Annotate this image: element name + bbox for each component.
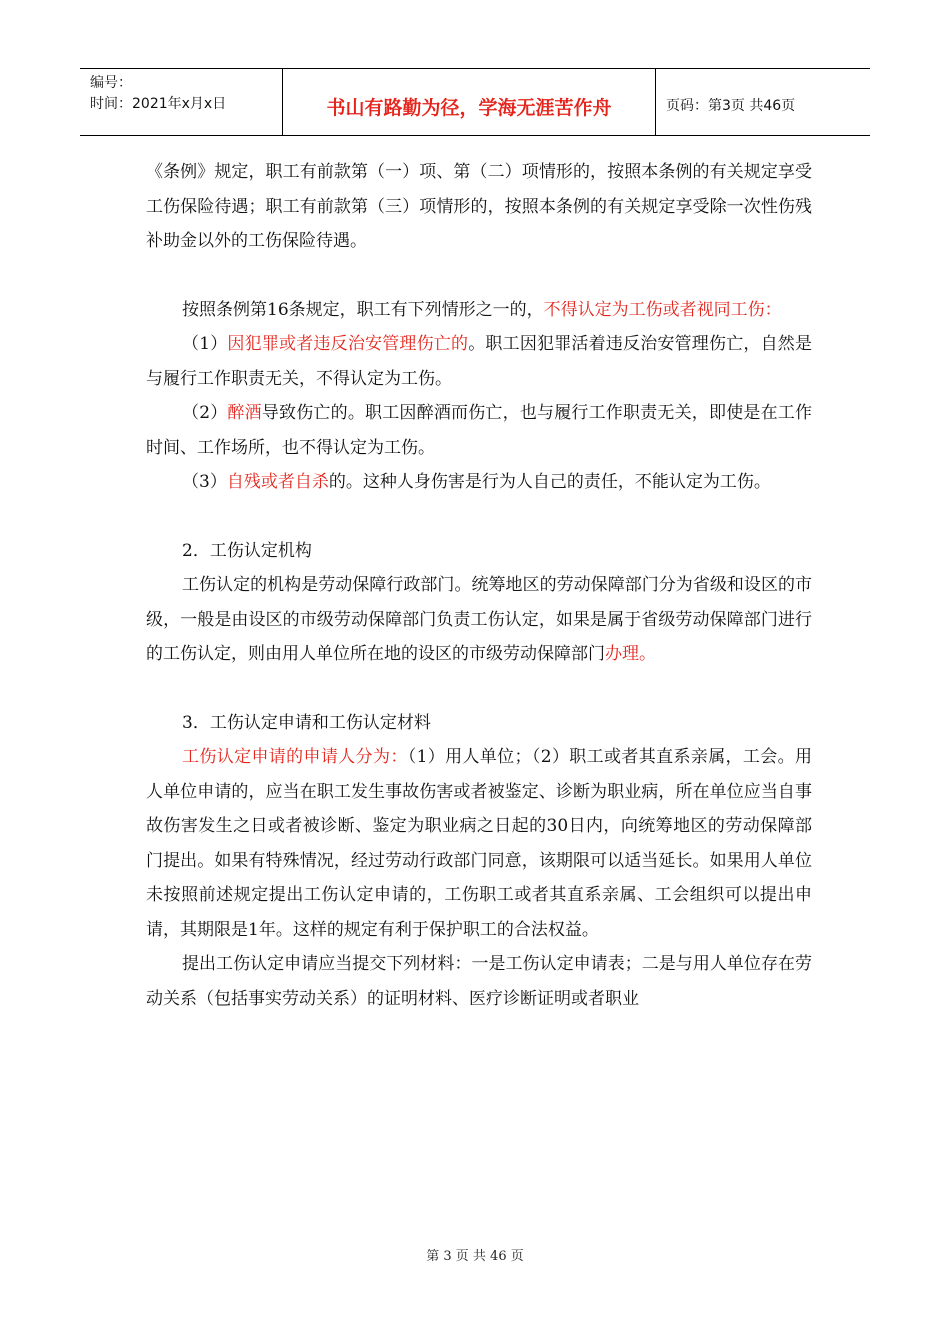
document-number-label: 编号：	[90, 75, 132, 91]
section-heading: 3．工伤认定申请和工伤认定材料	[182, 712, 431, 733]
paragraph: 提出工伤认定申请应当提交下列材料：一是工伤认定申请表；二是与用人单位存在劳动关系（包括事实劳动关系）的证明材料、医疗诊断证明或者职业	[146, 954, 812, 1009]
section-heading: 2．工伤认定机构	[182, 540, 312, 561]
header-page-code: 页码：第3页 共46页	[666, 98, 796, 114]
highlighted-text: 不得认定为工伤或者视同工伤：	[543, 299, 782, 320]
paragraph: 《条例》规定，职工有前款第（一）项、第（二）项情形的，按照本条例的有关规定享受工伤保险待遇；职工有前款第（三）项情形的，按照本条例的有关规定享受除一次性伤残补助金以外的工伤保险待遇。	[146, 162, 812, 251]
list-item: （3）自残或者自杀的。这种人身伤害是行为人自己的责任，不能认定为工伤。	[182, 472, 771, 492]
page-footer: 第 3 页 共 46 页	[426, 1249, 524, 1264]
highlighted-text: 办理。	[605, 644, 656, 664]
paragraph: 按照条例第16条规定，职工有下列情形之一的，不得认定为工伤或者视同工伤：	[182, 299, 782, 320]
paragraph: 工伤认定的机构是劳动保障行政部门。统筹地区的劳动保障部门分为省级和设区的市级，一般是由设区的市级劳动保障部门负责工伤认定，如果是属于省级劳动保障部门进行的工伤认定，则由用人单位所在地的设区的市级劳动保障部门办理。	[146, 575, 812, 664]
highlighted-text: 工伤认定申请的申请人分为：	[182, 747, 408, 767]
highlighted-text: 自残或者自杀	[226, 472, 329, 492]
paragraph: 工伤认定申请的申请人分为：（1）用人单位；（2）职工或者其直系亲属，工会。用人单位申请的，应当在职工发生事故伤害或者被鉴定、诊断为职业病，所在单位应当自事故伤害发生之日或者被诊断、鉴定为职业病之日起的30日内，向统筹地区的劳动保障部门提出。如果有特殊情况，经过劳动行政部门同意，该期限可以适当延长。如果用人单位未按照前述规定提出工伤认定申请的，工伤职工或者其直系亲属、工会组织可以提出申请，其期限是1年。这样的规定有利于保护职工的合法权益。	[146, 747, 812, 940]
header-motto: 书山有路勤为径，学海无涯苦作舟	[283, 69, 656, 135]
list-item: （1）因犯罪或者违反治安管理伤亡的。职工因犯罪活着违反治安管理伤亡，自然是与履行工作职责无关，不得认定为工伤。	[146, 334, 813, 389]
page-header	[80, 68, 870, 136]
document-time-label: 时间：2021年x月x日	[90, 96, 227, 112]
list-item: （2）醉酒导致伤亡的。职工因醉酒而伤亡，也与履行工作职责无关，即使是在工作时间、工作场所，也不得认定为工伤。	[146, 403, 813, 458]
header-meta	[80, 69, 283, 135]
highlighted-text: 因犯罪或者违反治安管理伤亡的	[227, 334, 469, 354]
highlighted-text: 醉酒	[227, 403, 262, 423]
document-body	[146, 155, 812, 1016]
